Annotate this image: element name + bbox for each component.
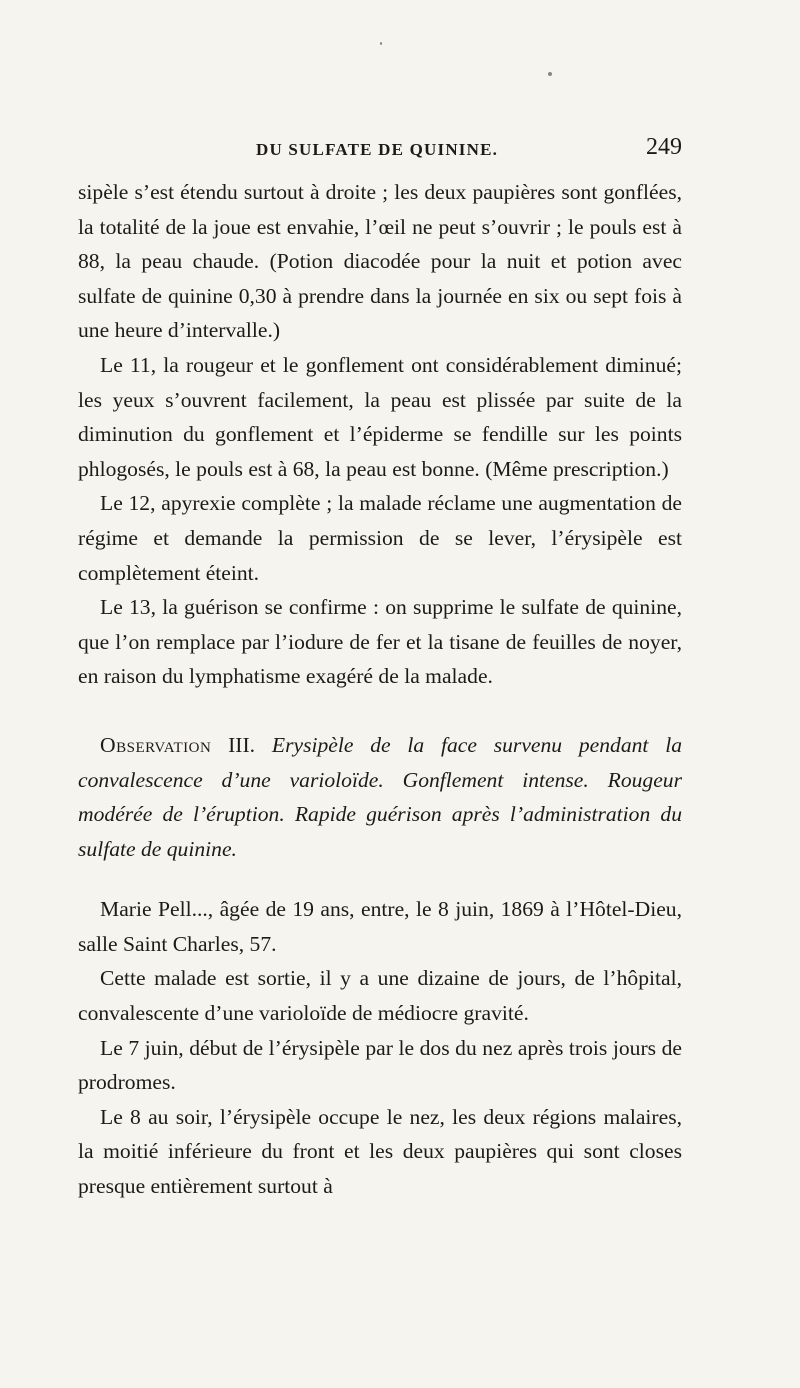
ink-speck [380, 42, 382, 45]
paragraph: Cette malade est sortie, il y a une dizaine de jours, de l’hôpital, convalescente d’une varioloïde de médiocre gravité. [78, 966, 682, 1026]
paragraph: Le 11, la rougeur et le gonflement ont considérablement diminué; les yeux s’ouvrent facilement, la peau est plissée par suite de la diminution du gonflement et l’épiderme se fendille sur les points phlogosés, le pouls est à 68, la peau est bonne. (Même prescription.) [78, 352, 682, 481]
observation-title: Erysipèle de la face survenu pendant la convalescence d’une varioloïde. Gonflement intense. Rougeur modérée de l’éruption. Rapide guérison après l’administration du sulfate de quinine. [78, 732, 683, 861]
section-gap [78, 866, 682, 892]
observation-label: Observation [100, 732, 212, 757]
section-gap [78, 694, 682, 728]
page-number: 249 [646, 134, 682, 160]
paragraph: Marie Pell..., âgée de 19 ans, entre, le 8 juin, 1869 à l’Hôtel-Dieu, salle Saint Charles, 57. [78, 897, 682, 956]
paragraph: Le 13, la guérison se confirme : on supprime le sulfate de quinine, que l’on remplace par l’iodure de fer et la tisane de feuilles de noyer, en raison du lymphatisme exagéré de la malade. [78, 595, 682, 689]
page-header [78, 134, 682, 174]
page-body [78, 175, 682, 1204]
observation-number: III. [228, 732, 256, 757]
observation-heading [78, 728, 682, 866]
ink-speck [548, 72, 552, 76]
paragraph: Le 12, apyrexie complète ; la malade réclame une augmentation de régime et demande la permission de se lever, l’érysipèle est complètement éteint. [78, 491, 682, 585]
paragraph: sipèle s’est étendu surtout à droite ; les deux paupières sont gonflées, la totalité de la joue est envahie, l’œil ne peut s’ouvrir ; le pouls est à 88, la peau chaude. (Potion diacodée pour la nuit et potion avec sulfate de quinine 0,30 à prendre dans la journée en six ou sept fois à une heure d’intervalle.) [78, 180, 682, 343]
paragraph: Le 8 au soir, l’érysipèle occupe le nez, les deux régions malaires, la moitié inférieure du front et les deux paupières qui sont closes presque entièrement surtout à [78, 1104, 682, 1199]
running-head: DU SULFATE DE QUININE. [256, 140, 499, 159]
paragraph: Le 7 juin, début de l’érysipèle par le dos du nez après trois jours de prodromes. [78, 1035, 682, 1095]
